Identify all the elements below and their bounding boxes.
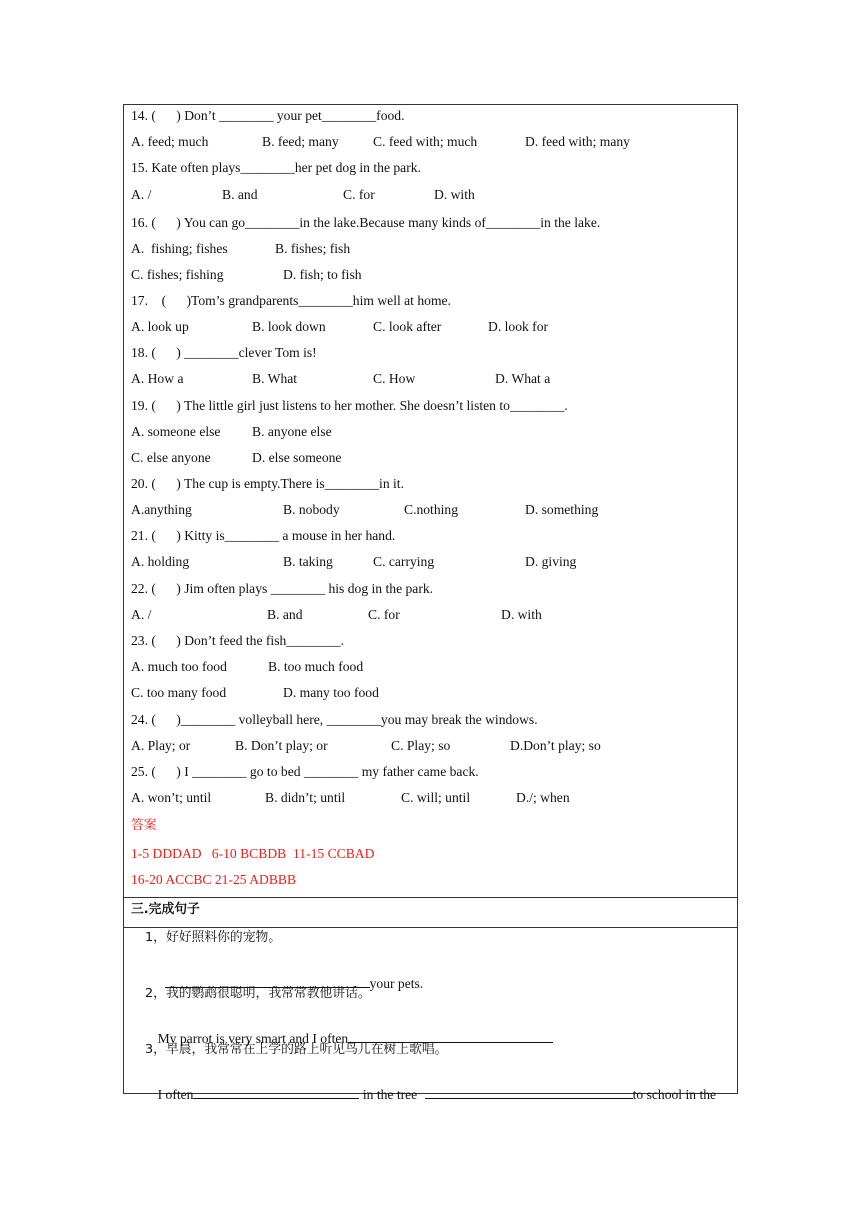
- option-a: A. /: [131, 607, 152, 622]
- option-d: D.Don’t play; so: [510, 738, 601, 753]
- answers-line-1: 1-5 DDDAD 6-10 BCBDB 11-15 CCBAD: [131, 846, 375, 861]
- question-17-stem: 17. ( )Tom’s grandparents________him well at home.: [131, 293, 451, 308]
- sentence-3-part-c: to school in the: [632, 1087, 717, 1102]
- option-a: A.anything: [131, 502, 192, 517]
- option-c: C. for: [368, 607, 400, 622]
- option-b: B. and: [222, 187, 258, 202]
- option-c: C. too many food: [131, 685, 227, 700]
- option-a: A. /: [131, 187, 152, 202]
- option-d: D. with: [434, 187, 475, 202]
- row-divider: [124, 897, 737, 898]
- sentence-3-english: [144, 1069, 716, 1120]
- sentence-1-chinese: 1，好好照料你的宠物。: [145, 930, 282, 945]
- option-c: C. carrying: [373, 554, 435, 569]
- option-c: C. else anyone: [131, 450, 211, 465]
- question-14-stem: 14. ( ) Don’t ________ your pet________food.: [131, 108, 405, 123]
- option-a: A. Play; or: [131, 738, 191, 753]
- option-c: C. feed with; much: [373, 134, 478, 149]
- worksheet-table: [123, 104, 738, 1102]
- option-b: B. and: [267, 607, 303, 622]
- option-d: D. fish; to fish: [283, 267, 362, 282]
- option-d: D. with: [501, 607, 542, 622]
- sentence-1-tail: your pets.: [369, 976, 424, 991]
- row-divider: [124, 927, 737, 928]
- sentence-2-text: My parrot is very smart and I often: [157, 1031, 349, 1046]
- option-c: C. fishes; fishing: [131, 267, 224, 282]
- option-b: B. didn’t; until: [265, 790, 346, 805]
- question-20-stem: 20. ( ) The cup is empty.There is________in it.: [131, 476, 404, 491]
- option-b: B. anyone else: [252, 424, 332, 439]
- answer-blank[interactable]: [193, 1086, 359, 1099]
- question-22-stem: 22. ( ) Jim often plays ________ his dog in the park.: [131, 581, 434, 596]
- question-18-stem: 18. ( ) ________clever Tom is!: [131, 345, 317, 360]
- option-a: A. feed; much: [131, 134, 209, 149]
- option-d: D. What a: [495, 371, 551, 386]
- option-c: C.nothing: [404, 502, 459, 517]
- sentence-2-chinese: 2，我的鹦鹉很聪明，我常常教他讲话。: [145, 986, 371, 1001]
- option-b: B. feed; many: [262, 134, 339, 149]
- option-d: D. look for: [488, 319, 549, 334]
- option-b: B. too much food: [268, 659, 364, 674]
- option-d: D. many too food: [283, 685, 379, 700]
- option-a: A. someone else: [131, 424, 221, 439]
- option-d: D./; when: [516, 790, 570, 805]
- question-16-stem: 16. ( ) You can go________in the lake.Because many kinds of________in the lake.: [131, 215, 601, 230]
- option-a: A. much too food: [131, 659, 227, 674]
- option-b: B. fishes; fish: [275, 241, 351, 256]
- option-a: A. won’t; until: [131, 790, 212, 805]
- option-b: B. What: [252, 371, 298, 386]
- answers-line-2: 16-20 ACCBC 21-25 ADBBB: [131, 872, 297, 887]
- option-b: B. nobody: [283, 502, 340, 517]
- option-a: A. How a: [131, 371, 184, 386]
- option-d: D. giving: [525, 554, 577, 569]
- question-19-stem: 19. ( ) The little girl just listens to her mother. She doesn’t listen to________.: [131, 398, 568, 413]
- option-a: A. fishing; fishes: [131, 241, 228, 256]
- option-b: B. look down: [252, 319, 326, 334]
- option-a: A. look up: [131, 319, 189, 334]
- option-c: C. will; until: [401, 790, 471, 805]
- question-23-stem: 23. ( ) Don’t feed the fish________.: [131, 633, 345, 648]
- sentence-3-part-b: in the tree: [359, 1087, 421, 1102]
- option-c: C. Play; so: [391, 738, 451, 753]
- question-21-stem: 21. ( ) Kitty is________ a mouse in her hand.: [131, 528, 396, 543]
- option-d: D. feed with; many: [525, 134, 630, 149]
- answers-title: 答案: [131, 818, 157, 833]
- option-b: B. taking: [283, 554, 333, 569]
- question-24-stem: 24. ( )________ volleyball here, ________you may break the windows.: [131, 712, 538, 727]
- option-c: C. How: [373, 371, 416, 386]
- option-d: D. something: [525, 502, 599, 517]
- sentence-3-chinese: 3，早晨，我常常在上学的路上听见鸟儿在树上歌唱。: [145, 1042, 448, 1057]
- option-c: C. for: [343, 187, 375, 202]
- section-3-heading: 三.完成句子: [131, 902, 200, 917]
- answer-blank[interactable]: [425, 1086, 633, 1099]
- sentence-3-part-a: I often: [157, 1087, 194, 1102]
- option-a: A. holding: [131, 554, 190, 569]
- option-b: B. Don’t play; or: [235, 738, 328, 753]
- option-c: C. look after: [373, 319, 442, 334]
- question-15-stem: 15. Kate often plays________her pet dog in the park.: [131, 160, 421, 175]
- question-25-stem: 25. ( ) I ________ go to bed ________ my father came back.: [131, 764, 479, 779]
- option-d: D. else someone: [252, 450, 342, 465]
